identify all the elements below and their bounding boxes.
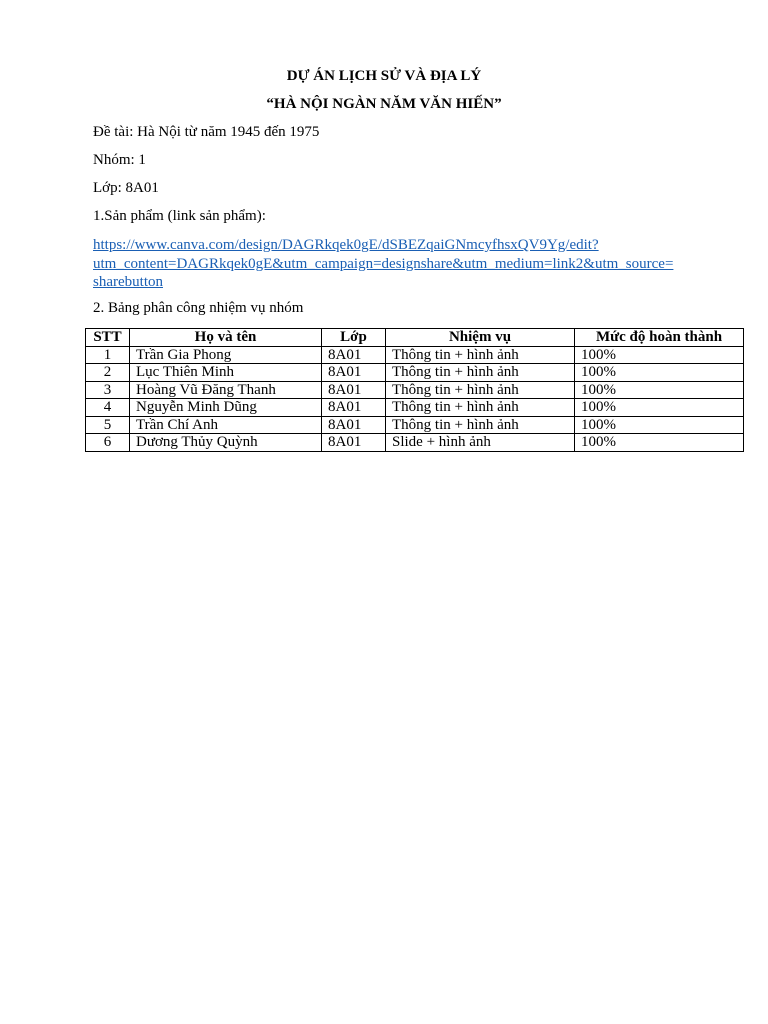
product-link[interactable]: [93, 236, 713, 292]
cell-class: 8A01: [322, 434, 386, 452]
cell-name: Trần Gia Phong: [130, 346, 322, 364]
cell-completion: 100%: [575, 364, 744, 382]
cell-task: Thông tin + hình ảnh: [386, 346, 575, 364]
topic-line: Đề tài: Hà Nội từ năm 1945 đến 1975: [93, 124, 320, 140]
table-row: [86, 416, 744, 434]
cell-completion: 100%: [575, 346, 744, 364]
cell-name: Hoàng Vũ Đăng Thanh: [130, 381, 322, 399]
cell-stt: 3: [86, 381, 130, 399]
product-link-line-2: utm_content=DAGRkqek0gE&utm_campaign=designshare&utm_medium=link2&utm_source=: [93, 255, 674, 272]
cell-stt: 4: [86, 399, 130, 417]
table-row: [86, 399, 744, 417]
cell-name: Trần Chí Anh: [130, 416, 322, 434]
table-row: [86, 364, 744, 382]
product-link-line-3: sharebutton: [93, 274, 163, 290]
cell-stt: 2: [86, 364, 130, 382]
cell-name: Lục Thiên Minh: [130, 364, 322, 382]
cell-completion: 100%: [575, 434, 744, 452]
cell-stt: 1: [86, 346, 130, 364]
document-subtitle: “HÀ NỘI NGÀN NĂM VĂN HIẾN”: [266, 96, 502, 112]
cell-class: 8A01: [322, 346, 386, 364]
cell-class: 8A01: [322, 364, 386, 382]
cell-completion: 100%: [575, 399, 744, 417]
document-title: DỰ ÁN LỊCH SỬ VÀ ĐỊA LÝ: [286, 68, 482, 84]
cell-task: Thông tin + hình ảnh: [386, 381, 575, 399]
cell-task: Thông tin + hình ảnh: [386, 364, 575, 382]
cell-class: 8A01: [322, 399, 386, 417]
header-completion: Mức độ hoàn thành: [575, 329, 744, 347]
table-row: [86, 381, 744, 399]
cell-task: Thông tin + hình ảnh: [386, 399, 575, 417]
cell-completion: 100%: [575, 416, 744, 434]
group-line: Nhóm: 1: [93, 152, 146, 168]
cell-stt: 6: [86, 434, 130, 452]
header-name: Họ và tên: [130, 329, 322, 347]
cell-class: 8A01: [322, 416, 386, 434]
cell-name: Dương Thủy Quỳnh: [130, 434, 322, 452]
table-row: [86, 346, 744, 364]
product-heading: 1.Sản phẩm (link sản phẩm):: [93, 208, 266, 224]
product-link-line-1: https://www.canva.com/design/DAGRkqek0gE/dSBEZqaiGNmcyfhsxQV9Yg/edit?: [93, 237, 599, 253]
cell-task: Thông tin + hình ảnh: [386, 416, 575, 434]
cell-name: Nguyễn Minh Dũng: [130, 399, 322, 417]
class-line: Lớp: 8A01: [93, 180, 159, 196]
cell-task: Slide + hình ảnh: [386, 434, 575, 452]
cell-class: 8A01: [322, 381, 386, 399]
table-row: [86, 434, 744, 452]
header-stt: STT: [86, 329, 130, 347]
header-class: Lớp: [322, 329, 386, 347]
task-assignment-table: [85, 328, 744, 452]
cell-stt: 5: [86, 416, 130, 434]
table-heading: 2. Bảng phân công nhiệm vụ nhóm: [93, 300, 304, 316]
header-task: Nhiệm vụ: [386, 329, 575, 347]
cell-completion: 100%: [575, 381, 744, 399]
table-header-row: [86, 329, 744, 347]
